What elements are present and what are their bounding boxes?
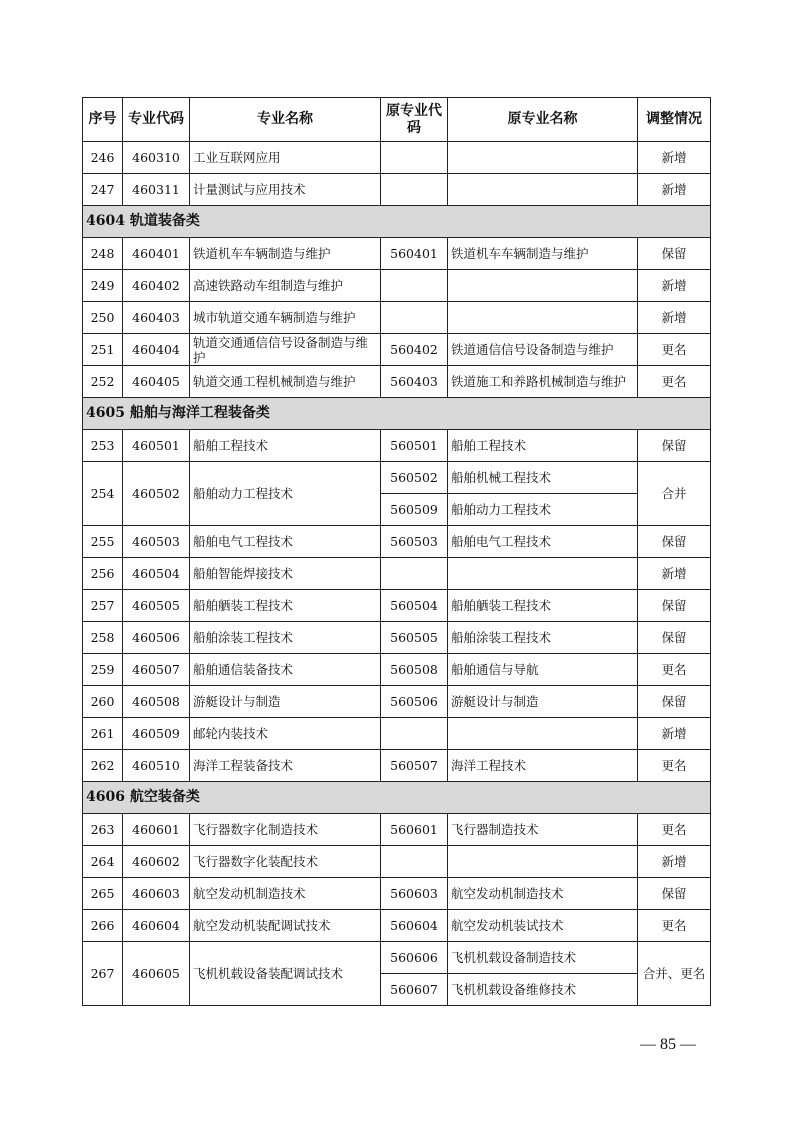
seq-cell: 256	[83, 558, 123, 590]
seq-cell: 250	[83, 302, 123, 334]
adjust-cell: 合并	[638, 462, 711, 526]
code-cell: 460510	[123, 750, 190, 782]
orig-code-cell: 560504	[381, 590, 448, 622]
table-row	[83, 654, 711, 686]
orig-code-cell: 560607	[381, 974, 448, 1006]
name-cell: 船舶涂装工程技术	[190, 622, 381, 654]
category-title: 4605 船舶与海洋工程装备类	[83, 398, 711, 430]
seq-cell: 263	[83, 814, 123, 846]
table-row	[83, 942, 711, 974]
orig-name-cell: 飞机机载设备维修技术	[448, 974, 638, 1006]
orig-name-cell: 船舶动力工程技术	[448, 494, 638, 526]
code-cell: 460602	[123, 846, 190, 878]
name-cell: 船舶动力工程技术	[190, 462, 381, 526]
adjust-cell: 保留	[638, 878, 711, 910]
orig-code-cell: 560604	[381, 910, 448, 942]
table-row	[83, 718, 711, 750]
code-cell: 460502	[123, 462, 190, 526]
adjust-cell: 保留	[638, 526, 711, 558]
seq-cell: 247	[83, 174, 123, 206]
adjust-cell: 新增	[638, 846, 711, 878]
code-cell: 460605	[123, 942, 190, 1006]
name-cell: 飞机机载设备装配调试技术	[190, 942, 381, 1006]
seq-cell: 264	[83, 846, 123, 878]
seq-cell: 252	[83, 366, 123, 398]
code-cell: 460603	[123, 878, 190, 910]
category-title: 4604 轨道装备类	[83, 206, 711, 238]
seq-cell: 258	[83, 622, 123, 654]
orig-code-cell	[381, 718, 448, 750]
table-row	[83, 526, 711, 558]
orig-name-cell: 船舶电气工程技术	[448, 526, 638, 558]
orig-name-cell: 船舶机械工程技术	[448, 462, 638, 494]
orig-name-cell: 游艇设计与制造	[448, 686, 638, 718]
table-header	[83, 98, 711, 142]
orig-code-cell: 560403	[381, 366, 448, 398]
code-cell: 460311	[123, 174, 190, 206]
orig-code-cell: 560601	[381, 814, 448, 846]
category-title: 4606 航空装备类	[83, 782, 711, 814]
code-cell: 460506	[123, 622, 190, 654]
orig-code-cell: 560509	[381, 494, 448, 526]
category-row	[83, 398, 711, 430]
code-cell: 460601	[123, 814, 190, 846]
name-cell: 船舶通信装备技术	[190, 654, 381, 686]
orig-code-cell: 560506	[381, 686, 448, 718]
orig-name-cell: 航空发动机制造技术	[448, 878, 638, 910]
name-cell: 船舶舾装工程技术	[190, 590, 381, 622]
orig-name-cell: 船舶涂装工程技术	[448, 622, 638, 654]
adjust-cell: 更名	[638, 750, 711, 782]
orig-code-cell: 560606	[381, 942, 448, 974]
orig-name-cell: 铁道施工和养路机械制造与维护	[448, 366, 638, 398]
orig-code-cell	[381, 846, 448, 878]
table-body	[83, 142, 711, 1006]
table-row	[83, 878, 711, 910]
adjust-cell: 保留	[638, 590, 711, 622]
code-cell: 460507	[123, 654, 190, 686]
table-row	[83, 910, 711, 942]
code-cell: 460504	[123, 558, 190, 590]
code-cell: 460503	[123, 526, 190, 558]
adjust-cell: 更名	[638, 910, 711, 942]
name-cell: 飞行器数字化装配技术	[190, 846, 381, 878]
orig-code-cell: 560505	[381, 622, 448, 654]
orig-name-cell	[448, 174, 638, 206]
orig-code-cell	[381, 174, 448, 206]
table-row	[83, 238, 711, 270]
orig-code-cell: 560603	[381, 878, 448, 910]
orig-code-cell	[381, 142, 448, 174]
table-row	[83, 462, 711, 494]
table-row	[83, 590, 711, 622]
table-row	[83, 430, 711, 462]
table-row	[83, 334, 711, 366]
code-cell: 460501	[123, 430, 190, 462]
orig-code-cell	[381, 302, 448, 334]
code-cell: 460404	[123, 334, 190, 366]
orig-code-cell: 560401	[381, 238, 448, 270]
name-cell: 海洋工程装备技术	[190, 750, 381, 782]
orig-name-cell: 航空发动机装试技术	[448, 910, 638, 942]
table-row	[83, 270, 711, 302]
seq-cell: 248	[83, 238, 123, 270]
name-cell: 船舶工程技术	[190, 430, 381, 462]
name-cell: 邮轮内装技术	[190, 718, 381, 750]
majors-table	[82, 97, 711, 1006]
name-cell: 工业互联网应用	[190, 142, 381, 174]
header-orig-code: 原专业代码	[381, 98, 448, 142]
seq-cell: 249	[83, 270, 123, 302]
orig-name-cell: 船舶工程技术	[448, 430, 638, 462]
orig-code-cell: 560402	[381, 334, 448, 366]
seq-cell: 266	[83, 910, 123, 942]
name-cell: 航空发动机制造技术	[190, 878, 381, 910]
category-row	[83, 782, 711, 814]
table-row	[83, 846, 711, 878]
adjust-cell: 新增	[638, 270, 711, 302]
seq-cell: 262	[83, 750, 123, 782]
code-cell: 460401	[123, 238, 190, 270]
adjust-cell: 保留	[638, 686, 711, 718]
name-cell: 计量测试与应用技术	[190, 174, 381, 206]
seq-cell: 251	[83, 334, 123, 366]
table-row	[83, 302, 711, 334]
orig-name-cell: 飞行器制造技术	[448, 814, 638, 846]
adjust-cell: 更名	[638, 366, 711, 398]
header-adjust: 调整情况	[638, 98, 711, 142]
name-cell: 高速铁路动车组制造与维护	[190, 270, 381, 302]
name-cell: 航空发动机装配调试技术	[190, 910, 381, 942]
seq-cell: 260	[83, 686, 123, 718]
table-row	[83, 686, 711, 718]
orig-name-cell	[448, 302, 638, 334]
name-cell: 飞行器数字化制造技术	[190, 814, 381, 846]
orig-name-cell: 铁道机车车辆制造与维护	[448, 238, 638, 270]
orig-name-cell: 船舶通信与导航	[448, 654, 638, 686]
orig-code-cell: 560501	[381, 430, 448, 462]
orig-code-cell: 560508	[381, 654, 448, 686]
seq-cell: 261	[83, 718, 123, 750]
orig-name-cell: 飞机机载设备制造技术	[448, 942, 638, 974]
table-row	[83, 750, 711, 782]
adjust-cell: 更名	[638, 654, 711, 686]
name-cell: 轨道交通工程机械制造与维护	[190, 366, 381, 398]
seq-cell: 267	[83, 942, 123, 1006]
table-row	[83, 622, 711, 654]
adjust-cell: 新增	[638, 174, 711, 206]
code-cell: 460604	[123, 910, 190, 942]
orig-code-cell: 560503	[381, 526, 448, 558]
adjust-cell: 更名	[638, 334, 711, 366]
name-cell: 游艇设计与制造	[190, 686, 381, 718]
table-row	[83, 558, 711, 590]
adjust-cell: 新增	[638, 142, 711, 174]
code-cell: 460508	[123, 686, 190, 718]
adjust-cell: 新增	[638, 302, 711, 334]
code-cell: 460402	[123, 270, 190, 302]
code-cell: 460405	[123, 366, 190, 398]
adjust-cell: 合并、更名	[638, 942, 711, 1006]
seq-cell: 265	[83, 878, 123, 910]
table-row	[83, 174, 711, 206]
header-seq: 序号	[83, 98, 123, 142]
name-cell: 船舶电气工程技术	[190, 526, 381, 558]
orig-name-cell: 船舶舾装工程技术	[448, 590, 638, 622]
orig-name-cell	[448, 142, 638, 174]
seq-cell: 255	[83, 526, 123, 558]
table-row	[83, 142, 711, 174]
orig-name-cell: 海洋工程技术	[448, 750, 638, 782]
table-row	[83, 814, 711, 846]
orig-name-cell: 铁道通信信号设备制造与维护	[448, 334, 638, 366]
name-cell: 船舶智能焊接技术	[190, 558, 381, 590]
header-name: 专业名称	[190, 98, 381, 142]
seq-cell: 253	[83, 430, 123, 462]
adjust-cell: 保留	[638, 622, 711, 654]
orig-code-cell: 560502	[381, 462, 448, 494]
orig-code-cell: 560507	[381, 750, 448, 782]
adjust-cell: 保留	[638, 430, 711, 462]
header-orig-name: 原专业名称	[448, 98, 638, 142]
name-cell: 城市轨道交通车辆制造与维护	[190, 302, 381, 334]
orig-name-cell	[448, 270, 638, 302]
orig-code-cell	[381, 270, 448, 302]
seq-cell: 246	[83, 142, 123, 174]
page-number: — 85 —	[640, 1036, 696, 1053]
category-row	[83, 206, 711, 238]
seq-cell: 259	[83, 654, 123, 686]
seq-cell: 257	[83, 590, 123, 622]
code-cell: 460505	[123, 590, 190, 622]
code-cell: 460403	[123, 302, 190, 334]
name-cell: 铁道机车车辆制造与维护	[190, 238, 381, 270]
adjust-cell: 新增	[638, 558, 711, 590]
orig-name-cell	[448, 846, 638, 878]
orig-code-cell	[381, 558, 448, 590]
orig-name-cell	[448, 718, 638, 750]
code-cell: 460509	[123, 718, 190, 750]
adjust-cell: 新增	[638, 718, 711, 750]
header-code: 专业代码	[123, 98, 190, 142]
code-cell: 460310	[123, 142, 190, 174]
adjust-cell: 更名	[638, 814, 711, 846]
orig-name-cell	[448, 558, 638, 590]
name-cell: 轨道交通通信信号设备制造与维护	[190, 334, 381, 366]
seq-cell: 254	[83, 462, 123, 526]
adjust-cell: 保留	[638, 238, 711, 270]
table-row	[83, 366, 711, 398]
